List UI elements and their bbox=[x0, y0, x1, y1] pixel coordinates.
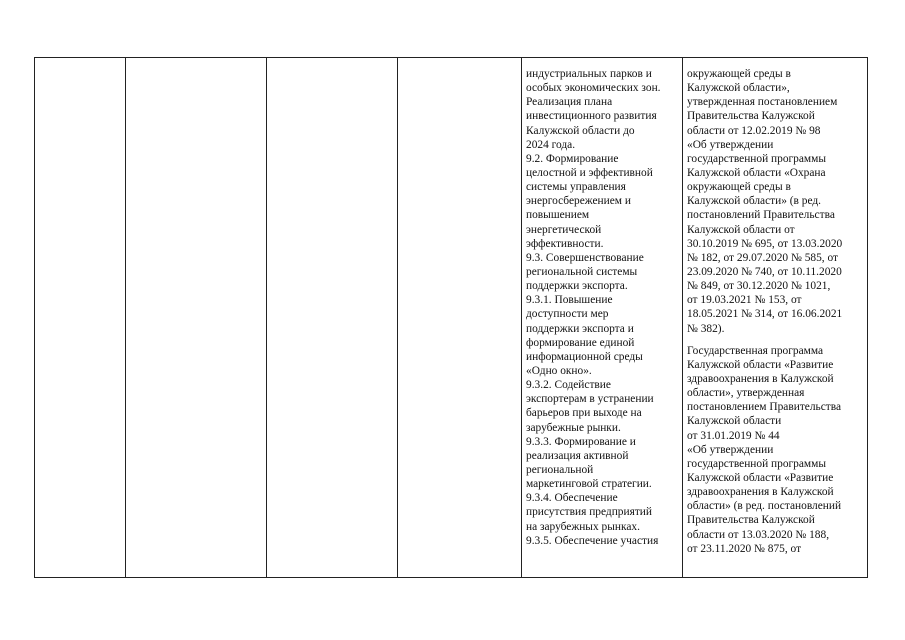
text-line: эффективности. bbox=[526, 237, 604, 250]
paragraph-gap bbox=[687, 336, 865, 344]
text-line: 9.3.3. Формирование и bbox=[526, 435, 636, 448]
text-line: Калужской области «Развитие bbox=[687, 471, 834, 484]
table-row bbox=[35, 58, 868, 578]
measures-text bbox=[522, 58, 682, 548]
text-line: системы управления bbox=[526, 181, 626, 194]
text-line: экспортерам в устранении bbox=[526, 393, 654, 406]
text-line: здравоохранения в Калужской bbox=[687, 486, 834, 499]
text-line: Калужской области до bbox=[526, 124, 635, 137]
text-line: «Одно окно». bbox=[526, 364, 592, 377]
text-line: региональной системы bbox=[526, 265, 638, 278]
text-line: 23.09.2020 № 740, от 10.11.2020 bbox=[687, 265, 842, 278]
text-line: инвестиционного развития bbox=[526, 110, 657, 123]
text-line: 9.2. Формирование bbox=[526, 152, 619, 165]
table-cell-empty-2 bbox=[126, 58, 267, 578]
text-line: 9.3.4. Обеспечение bbox=[526, 492, 618, 505]
text-line: Калужской области», bbox=[687, 82, 790, 95]
text-line: утвержденная постановлением bbox=[687, 96, 838, 109]
text-line: информационной среды bbox=[526, 350, 643, 363]
text-line: Правительства Калужской bbox=[687, 110, 815, 123]
text-line: № 382). bbox=[687, 322, 725, 335]
text-line: постановлений Правительства bbox=[687, 209, 835, 222]
text-line: государственной программы bbox=[687, 152, 827, 165]
text-line: энергетической bbox=[526, 223, 602, 236]
text-line: 2024 года. bbox=[526, 138, 576, 151]
text-line: энергосбережением и bbox=[526, 195, 631, 208]
text-line: «Об утверждении bbox=[687, 138, 774, 151]
text-line: формирование единой bbox=[526, 336, 635, 349]
text-line: области от 12.02.2019 № 98 bbox=[687, 124, 821, 137]
text-line: поддержки экспорта. bbox=[526, 280, 628, 293]
text-line: Калужской области bbox=[687, 415, 782, 428]
text-line: области», утвержденная bbox=[687, 387, 805, 400]
text-line: окружающей среды в bbox=[687, 181, 791, 194]
text-line: здравоохранения в Калужской bbox=[687, 372, 834, 385]
text-line: 9.3.5. Обеспечение участия bbox=[526, 534, 659, 547]
text-line: особых экономических зон. bbox=[526, 82, 661, 95]
text-line: области» (в ред. постановлений bbox=[687, 500, 842, 513]
text-line: 9.3.1. Повышение bbox=[526, 294, 613, 307]
text-line: повышением bbox=[526, 209, 590, 222]
text-line: 9.3.2. Содействие bbox=[526, 379, 611, 392]
text-line: № 849, от 30.12.2020 № 1021, bbox=[687, 280, 831, 293]
programs-text bbox=[683, 58, 867, 556]
text-line: на зарубежных рынках. bbox=[526, 520, 640, 533]
text-line: Правительства Калужской bbox=[687, 514, 815, 527]
text-line: от 23.11.2020 № 875, от bbox=[687, 542, 802, 555]
table-cell-empty-1 bbox=[35, 58, 126, 578]
table-cell-empty-4 bbox=[398, 58, 522, 578]
text-line: барьеров при выходе на bbox=[526, 407, 642, 420]
text-line: постановлением Правительства bbox=[687, 401, 842, 414]
text-line: 30.10.2019 № 695, от 13.03.2020 bbox=[687, 237, 843, 250]
text-line: Реализация плана bbox=[526, 96, 613, 109]
text-line: поддержки экспорта и bbox=[526, 322, 634, 335]
text-line: реализация активной bbox=[526, 449, 629, 462]
document-table bbox=[34, 57, 868, 578]
text-line: присутствия предприятий bbox=[526, 506, 652, 519]
text-line: 9.3. Совершенствование bbox=[526, 251, 644, 264]
text-line: доступности мер bbox=[526, 308, 609, 321]
table-cell-measures bbox=[522, 58, 683, 578]
text-line: маркетинговой стратегии. bbox=[526, 478, 652, 491]
text-line: индустриальных парков и bbox=[526, 68, 652, 80]
text-line: Калужской области «Развитие bbox=[687, 358, 834, 371]
text-line: от 19.03.2021 № 153, от bbox=[687, 294, 802, 307]
text-line: зарубежные рынки. bbox=[526, 421, 621, 434]
text-line: «Об утверждении bbox=[687, 443, 774, 456]
text-line: Калужской области «Охрана bbox=[687, 166, 826, 179]
text-line: окружающей среды в bbox=[687, 68, 791, 80]
text-line: области от 13.03.2020 № 188, bbox=[687, 528, 830, 541]
text-line: Калужской области» (в ред. bbox=[687, 195, 822, 208]
table-cell-programs bbox=[683, 58, 868, 578]
table-cell-empty-3 bbox=[267, 58, 398, 578]
text-line: Калужской области от bbox=[687, 223, 795, 236]
text-line: от 31.01.2019 № 44 bbox=[687, 429, 780, 442]
text-line: региональной bbox=[526, 463, 594, 476]
text-line: государственной программы bbox=[687, 457, 827, 470]
text-line: 18.05.2021 № 314, от 16.06.2021 bbox=[687, 308, 843, 321]
text-line: целостной и эффективной bbox=[526, 166, 653, 179]
text-line: Государственная программа bbox=[687, 344, 824, 357]
text-line: № 182, от 29.07.2020 № 585, от bbox=[687, 251, 838, 264]
